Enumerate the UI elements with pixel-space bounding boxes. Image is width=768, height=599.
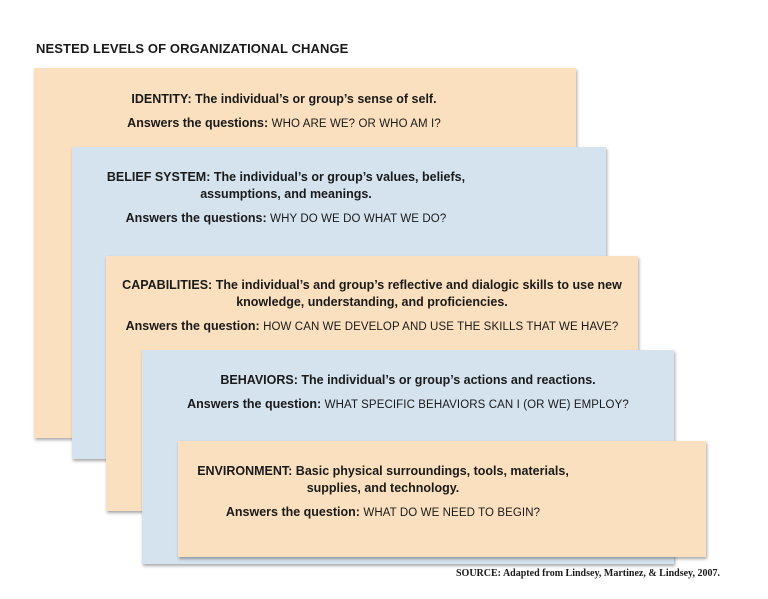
level-environment-question: [178, 504, 588, 522]
level-identity-text: [34, 91, 534, 133]
level-belief-system-text: [72, 169, 500, 228]
level-behaviors-question-text: WHAT SPECIFIC BEHAVIORS CAN I (OR WE) EMPLOY?: [324, 399, 629, 411]
diagram-title: NESTED LEVELS OF ORGANIZATIONAL CHANGE: [36, 41, 349, 56]
level-capabilities-heading: CAPABILITIES: The individual’s and group’s reflective and dialogic skills to use new knowledge, understanding, and proficiencies.: [122, 278, 622, 309]
level-identity-heading: IDENTITY: The individual’s or group’s sense of self.: [131, 92, 437, 106]
level-capabilities-question-label: Answers the question:: [125, 319, 260, 333]
level-belief-system-heading: BELIEF SYSTEM: The individual’s or group’s values, beliefs, assumptions, and meanings.: [106, 170, 466, 201]
level-behaviors-text: [142, 372, 674, 414]
level-environment-heading: ENVIRONMENT: Basic physical surroundings, tools, materials, supplies, and technology.: [197, 464, 569, 495]
level-environment-question-label: Answers the question:: [225, 505, 360, 519]
level-identity-question-label: Answers the questions:: [127, 116, 269, 130]
level-identity-question: [34, 115, 534, 133]
level-capabilities-text: [106, 277, 638, 336]
source-citation: SOURCE: Adapted from Lindsey, Martinez, & Lindsey, 2007.: [456, 568, 720, 579]
level-belief-system-question: [72, 210, 500, 228]
level-behaviors-question: [142, 396, 674, 414]
level-capabilities-question: [106, 318, 638, 336]
level-identity-question-text: WHO ARE WE? OR WHO AM I?: [271, 118, 441, 130]
level-environment-text: [178, 463, 588, 522]
level-capabilities-question-text: HOW CAN WE DEVELOP AND USE THE SKILLS THAT WE HAVE?: [263, 321, 619, 333]
level-behaviors-question-label: Answers the question:: [187, 397, 322, 411]
level-environment-question-text: WHAT DO WE NEED TO BEGIN?: [363, 507, 541, 519]
level-behaviors-heading: BEHAVIORS: The individual’s or group’s actions and reactions.: [220, 373, 596, 387]
level-belief-system-question-text: WHY DO WE DO WHAT WE DO?: [270, 213, 447, 225]
level-environment: [178, 441, 706, 557]
level-belief-system-question-label: Answers the questions:: [125, 211, 267, 225]
